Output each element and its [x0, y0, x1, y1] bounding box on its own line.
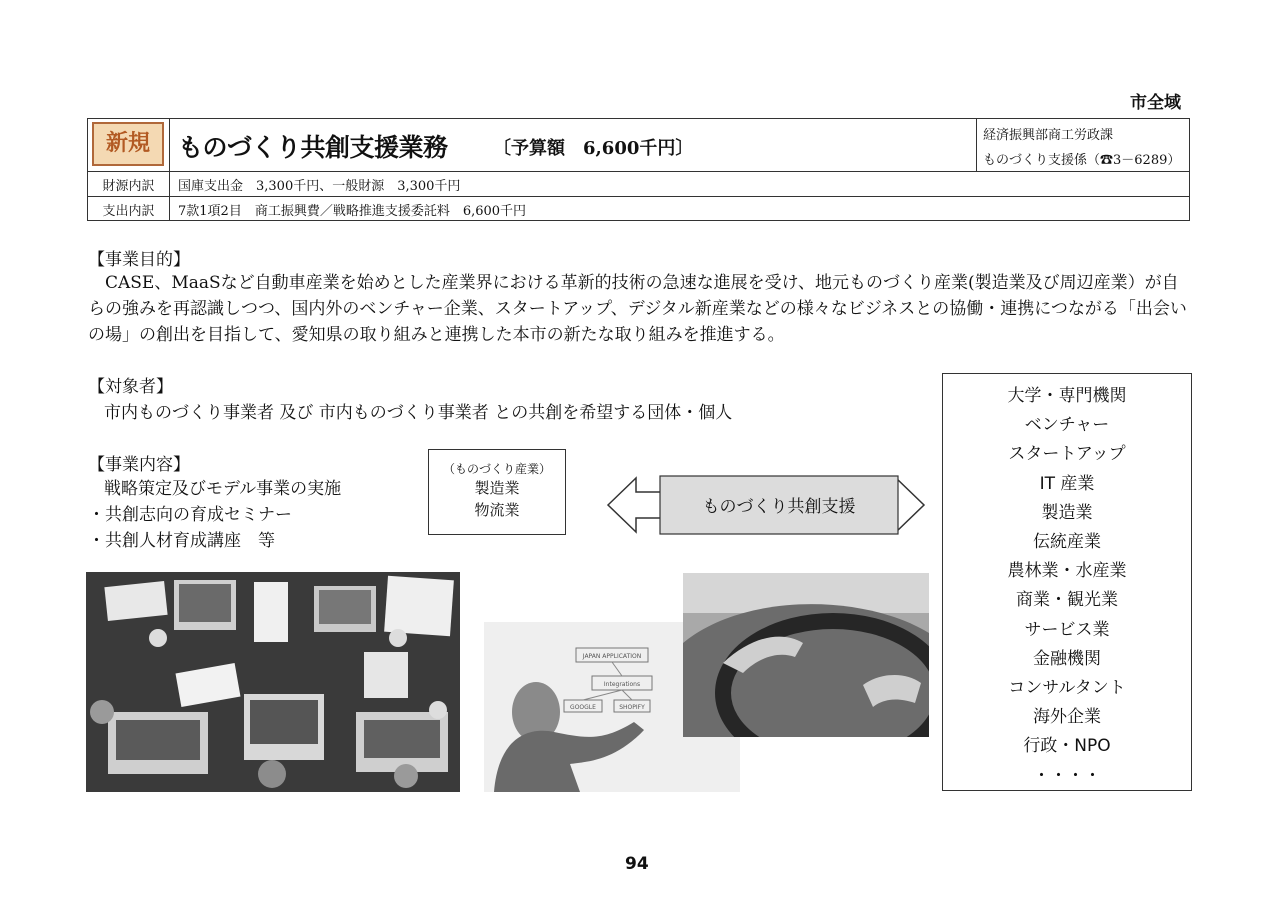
- funding-label: 財源内訳: [102, 179, 155, 194]
- partner-item: 製造業: [1041, 502, 1093, 523]
- section-contact: ものづくり支援係（☎3－6289）: [983, 153, 1181, 168]
- partner-item: 大学・専門機関: [1007, 386, 1127, 406]
- partner-item: 農林業・水産業: [1007, 561, 1127, 582]
- partner-item: コンサルタント: [1008, 678, 1126, 699]
- region-label: 市全域: [1130, 93, 1181, 113]
- new-badge: 新規: [92, 122, 164, 166]
- manufacturing-item-2: 物流業: [474, 501, 520, 519]
- expense-value: 7款1項2目 商工振興費／戦略推進支援委託料 6,600千円: [178, 204, 527, 219]
- content-line-3: ・共創人材育成講座 等: [88, 531, 275, 551]
- purpose-heading: 【事業目的】: [88, 250, 190, 270]
- purpose-text: CASE、MaaSなど自動車産業を始めとした産業界における革新的技術の急速な進展を受け、地元ものづくり産業(製造業及び周辺産業）が自らの強みを再認識しつつ、国内外のベンチャー企業、スタートアップ、デジタル新産業などの様々なビジネスとの協働・連携につながる「出会いの場」の創出を目指して、愛知県の取り組みと連携した本市の新たな取り組みを推進する。: [88, 273, 1187, 345]
- department: 経済振興部商工労政課: [983, 128, 1114, 143]
- content-line-1: 戦略策定及びモデル事業の実施: [104, 479, 342, 499]
- partner-item: ・・・・: [1033, 765, 1101, 786]
- partner-item: 伝統産業: [1033, 532, 1101, 553]
- manufacturing-caption: （ものづくり産業）: [442, 462, 551, 476]
- funding-row: [88, 171, 1189, 197]
- driving-photo: [683, 573, 929, 737]
- header-title-row: [88, 119, 1189, 172]
- manufacturing-item-1: 製造業: [474, 479, 520, 497]
- partner-item: スタートアップ: [1008, 444, 1126, 465]
- partner-item: 商業・観光業: [1016, 590, 1118, 611]
- content-heading: 【事業内容】: [88, 455, 190, 475]
- whiteboard-text: Integrations: [603, 681, 641, 688]
- page-number: 94: [625, 854, 649, 874]
- partner-item: 金融機関: [1033, 648, 1101, 669]
- partner-item: 行政・NPO: [1023, 736, 1111, 757]
- whiteboard-text: JAPAN APPLICATION: [582, 653, 642, 660]
- expense-row: [88, 196, 1189, 221]
- budget-amount: 〔予算額 6,600千円〕: [493, 138, 694, 159]
- target-text: 市内ものづくり事業者 及び 市内ものづくり事業者 との共創を希望する団体・個人: [104, 403, 733, 423]
- header-table: [87, 118, 1190, 221]
- partner-item: 海外企業: [1033, 707, 1101, 728]
- funding-value: 国庫支出金 3,300千円、一般財源 3,300千円: [178, 179, 461, 194]
- project-title: ものづくり共創支援業務: [178, 133, 448, 162]
- partner-item: ベンチャー: [1024, 415, 1110, 436]
- meeting-photo: [86, 572, 460, 792]
- content-line-2: ・共創志向の育成セミナー: [88, 505, 292, 525]
- manufacturing-box: [428, 449, 566, 535]
- support-label: ものづくり共創支援: [702, 497, 856, 517]
- partners-box: [942, 373, 1192, 791]
- partner-item: IT 産業: [1039, 473, 1095, 494]
- whiteboard-text: GOOGLE: [570, 704, 596, 711]
- partner-item: サービス業: [1024, 619, 1110, 640]
- expense-label: 支出内訳: [102, 204, 155, 219]
- target-heading: 【対象者】: [88, 377, 173, 397]
- whiteboard-text: SHOPIFY: [619, 704, 645, 711]
